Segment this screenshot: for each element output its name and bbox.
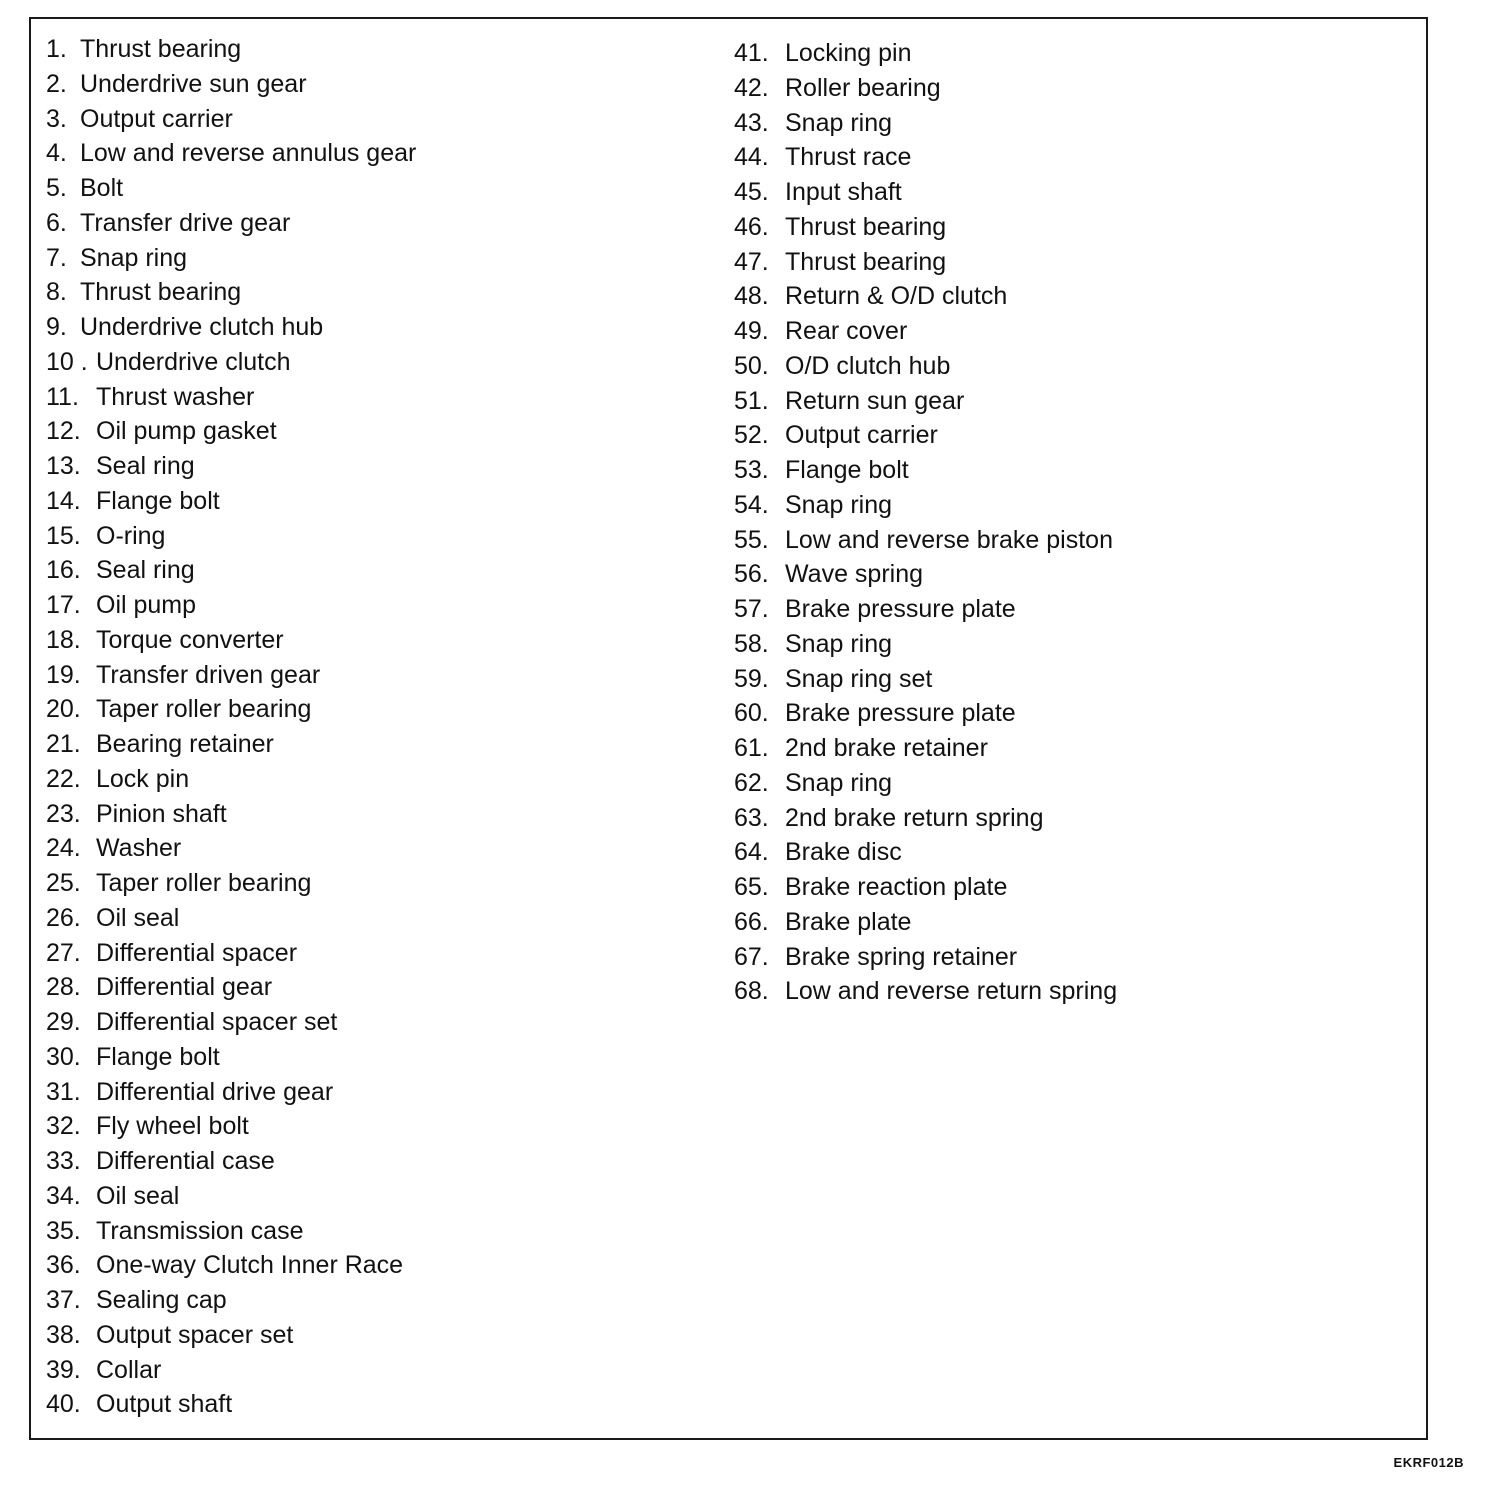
parts-list-item xyxy=(734,314,1117,349)
part-name: Taper roller bearing xyxy=(96,869,312,897)
part-number: 4. xyxy=(46,139,67,168)
part-name: Torque converter xyxy=(96,625,284,654)
parts-list-item xyxy=(46,727,416,762)
parts-list-item xyxy=(734,662,1117,697)
part-name: Seal ring xyxy=(96,556,195,585)
parts-list-item xyxy=(46,519,416,554)
parts-list-item xyxy=(46,171,416,206)
part-number: 6. xyxy=(46,208,67,237)
part-name: Oil pump gasket xyxy=(96,417,277,446)
part-number: 46. xyxy=(734,212,769,241)
parts-list-item xyxy=(734,696,1117,731)
part-number: 15. xyxy=(46,521,81,550)
part-number: 66. xyxy=(734,907,769,936)
part-number: 34. xyxy=(46,1181,81,1210)
parts-list-item xyxy=(46,831,416,866)
part-name: Thrust bearing xyxy=(80,35,242,63)
part-name: Thrust bearing xyxy=(785,247,947,276)
part-name: Low and reverse brake piston xyxy=(785,525,1113,554)
part-name: Wave spring xyxy=(785,560,924,589)
parts-list-item xyxy=(734,940,1117,975)
part-name: Transfer driven gear xyxy=(96,660,321,689)
part-number: 51. xyxy=(734,386,769,415)
part-number: 7. xyxy=(46,243,67,272)
part-number: 1. xyxy=(46,35,67,63)
part-number: 67. xyxy=(734,942,769,971)
part-name: Lock pin xyxy=(96,764,190,793)
part-number: 21. xyxy=(46,730,81,758)
part-number: 31. xyxy=(46,1077,81,1106)
parts-list-item xyxy=(46,1353,416,1388)
part-number: 61. xyxy=(734,734,769,762)
parts-list-item xyxy=(46,692,416,727)
part-name: Brake reaction plate xyxy=(785,873,1008,901)
part-number: 20. xyxy=(46,695,81,724)
part-number: 53. xyxy=(734,456,769,484)
parts-list-item xyxy=(46,901,416,936)
part-name: Oil seal xyxy=(96,1181,180,1210)
parts-list-item xyxy=(734,523,1117,558)
part-name: Output spacer set xyxy=(96,1320,294,1349)
part-name: Differential spacer xyxy=(96,938,298,967)
parts-list-item xyxy=(46,623,416,658)
parts-list-left-column xyxy=(46,32,416,1422)
part-name: Snap ring xyxy=(785,768,893,797)
parts-list-item xyxy=(734,106,1117,141)
part-number: 60. xyxy=(734,699,769,728)
parts-list-item xyxy=(46,588,416,623)
part-name: Output shaft xyxy=(96,1390,233,1419)
part-name: 2nd brake return spring xyxy=(785,803,1044,832)
part-number: 26. xyxy=(46,903,81,932)
part-number: 23. xyxy=(46,799,81,828)
part-name: Roller bearing xyxy=(785,73,941,102)
part-name: Seal ring xyxy=(96,452,195,480)
part-number: 9. xyxy=(46,313,67,341)
part-number: 2. xyxy=(46,69,67,98)
part-name: Snap ring set xyxy=(785,664,933,693)
part-number: 27. xyxy=(46,938,81,967)
part-name: Bearing retainer xyxy=(96,730,274,758)
part-name: Underdrive sun gear xyxy=(80,69,307,98)
part-number: 55. xyxy=(734,525,769,554)
parts-list-item xyxy=(46,136,416,171)
part-number: 13. xyxy=(46,452,81,480)
parts-list-item xyxy=(734,627,1117,662)
part-number: 42. xyxy=(734,73,769,102)
part-number: 25. xyxy=(46,869,81,897)
part-name: Transmission case xyxy=(96,1216,304,1245)
parts-list-item xyxy=(734,731,1117,766)
figure-code: EKRF012B xyxy=(1393,1455,1464,1470)
part-name: Brake pressure plate xyxy=(785,699,1016,728)
part-number: 18. xyxy=(46,625,81,654)
parts-list-item xyxy=(46,449,416,484)
part-number: 49. xyxy=(734,317,769,345)
parts-list-item xyxy=(46,1248,416,1283)
part-number: 63. xyxy=(734,803,769,832)
parts-list-item xyxy=(46,310,416,345)
parts-list-item xyxy=(734,592,1117,627)
part-name: Brake pressure plate xyxy=(785,595,1016,623)
part-number: 24. xyxy=(46,834,81,863)
part-number: 68. xyxy=(734,977,769,1006)
part-name: Thrust washer xyxy=(96,382,255,411)
parts-list-item xyxy=(46,1283,416,1318)
part-number: 43. xyxy=(734,108,769,137)
part-name: Flange bolt xyxy=(96,1042,220,1071)
parts-list-item xyxy=(46,1109,416,1144)
parts-list-item xyxy=(46,1318,416,1353)
part-name: Pinion shaft xyxy=(96,799,227,828)
part-number: 3. xyxy=(46,104,67,133)
part-number: 30. xyxy=(46,1042,81,1071)
parts-list-item xyxy=(46,762,416,797)
part-name: Sealing cap xyxy=(96,1286,227,1314)
part-number: 39. xyxy=(46,1355,81,1384)
parts-list-item xyxy=(734,384,1117,419)
part-name: Collar xyxy=(96,1355,162,1384)
parts-list-item xyxy=(734,279,1117,314)
parts-list-item xyxy=(734,905,1117,940)
parts-list-item xyxy=(46,345,416,380)
part-number: 56. xyxy=(734,560,769,589)
parts-list-item xyxy=(734,418,1117,453)
parts-list-item xyxy=(46,866,416,901)
part-number: 29. xyxy=(46,1008,81,1036)
part-name: Flange bolt xyxy=(96,486,220,515)
parts-list-item xyxy=(46,206,416,241)
parts-list-item xyxy=(734,974,1117,1009)
part-name: Brake disc xyxy=(785,838,902,867)
part-name: Transfer drive gear xyxy=(80,208,291,237)
parts-list-item xyxy=(734,835,1117,870)
parts-list-item xyxy=(734,870,1117,905)
parts-list-item xyxy=(46,1005,416,1040)
part-name: Fly wheel bolt xyxy=(96,1112,249,1141)
part-number: 28. xyxy=(46,973,81,1002)
parts-list-item xyxy=(46,936,416,971)
part-number: 48. xyxy=(734,282,769,311)
parts-list-item xyxy=(46,484,416,519)
part-name: Return & O/D clutch xyxy=(785,282,1008,311)
part-name: Underdrive clutch xyxy=(96,347,291,376)
parts-list-item xyxy=(46,1387,416,1422)
part-name: Differential drive gear xyxy=(96,1077,334,1106)
part-name: Return sun gear xyxy=(785,386,965,415)
parts-list-item xyxy=(46,1144,416,1179)
part-name: Differential case xyxy=(96,1147,275,1175)
parts-list-item xyxy=(734,71,1117,106)
part-number: 5. xyxy=(46,174,67,202)
part-number: 14. xyxy=(46,486,81,515)
part-number: 16. xyxy=(46,556,81,585)
part-name: Snap ring xyxy=(785,490,893,519)
parts-list-item xyxy=(46,1179,416,1214)
part-name: Input shaft xyxy=(785,178,902,206)
part-number: 10 . xyxy=(46,347,88,376)
part-number: 65. xyxy=(734,873,769,901)
part-number: 12. xyxy=(46,417,81,446)
parts-list-item xyxy=(734,245,1117,280)
part-name: 2nd brake retainer xyxy=(785,734,988,762)
part-name: Brake plate xyxy=(785,907,912,936)
parts-list-item xyxy=(46,1040,416,1075)
part-number: 62. xyxy=(734,768,769,797)
part-number: 19. xyxy=(46,660,81,689)
part-number: 57. xyxy=(734,595,769,623)
part-name: Thrust race xyxy=(785,143,912,172)
part-number: 22. xyxy=(46,764,81,793)
part-number: 54. xyxy=(734,490,769,519)
part-number: 40. xyxy=(46,1390,81,1419)
parts-list-item xyxy=(46,275,416,310)
part-name: O/D clutch hub xyxy=(785,351,951,380)
part-number: 45. xyxy=(734,178,769,206)
part-name: Output carrier xyxy=(80,104,233,133)
part-number: 11. xyxy=(46,382,79,411)
parts-list-item xyxy=(734,488,1117,523)
parts-list-item xyxy=(734,801,1117,836)
part-name: Oil pump xyxy=(96,591,197,619)
part-number: 50. xyxy=(734,351,769,380)
part-name: Flange bolt xyxy=(785,456,909,484)
part-name: Snap ring xyxy=(80,243,188,272)
parts-list-item xyxy=(46,414,416,449)
part-number: 37. xyxy=(46,1286,81,1314)
part-number: 36. xyxy=(46,1251,81,1280)
parts-list-item xyxy=(46,32,416,67)
part-number: 8. xyxy=(46,278,67,307)
part-number: 32. xyxy=(46,1112,81,1141)
part-name: Bolt xyxy=(80,174,124,202)
part-name: Taper roller bearing xyxy=(96,695,312,724)
part-number: 44. xyxy=(734,143,769,172)
part-number: 52. xyxy=(734,421,769,450)
part-name: Output carrier xyxy=(785,421,938,450)
part-number: 64. xyxy=(734,838,769,867)
part-name: Brake spring retainer xyxy=(785,942,1018,971)
part-name: Low and reverse return spring xyxy=(785,977,1118,1006)
parts-list-item xyxy=(46,797,416,832)
part-name: O-ring xyxy=(96,521,166,550)
parts-list-item xyxy=(46,658,416,693)
part-name: Snap ring xyxy=(785,629,893,658)
part-number: 17. xyxy=(46,591,81,619)
part-name: Oil seal xyxy=(96,903,180,932)
part-number: 35. xyxy=(46,1216,81,1245)
part-name: Differential spacer set xyxy=(96,1008,338,1036)
part-number: 41. xyxy=(734,39,769,67)
parts-list-item xyxy=(46,553,416,588)
part-number: 59. xyxy=(734,664,769,693)
part-name: Washer xyxy=(96,834,182,863)
parts-list-item xyxy=(734,453,1117,488)
parts-list-item xyxy=(46,970,416,1005)
part-name: Rear cover xyxy=(785,317,908,345)
part-name: Locking pin xyxy=(785,39,912,67)
part-name: Differential gear xyxy=(96,973,273,1002)
part-number: 58. xyxy=(734,629,769,658)
parts-list-item xyxy=(734,349,1117,384)
part-name: Thrust bearing xyxy=(80,278,242,307)
parts-list-item xyxy=(734,140,1117,175)
parts-list-item xyxy=(46,380,416,415)
part-number: 38. xyxy=(46,1320,81,1349)
parts-list-item xyxy=(46,67,416,102)
parts-list-item xyxy=(734,175,1117,210)
part-name: Thrust bearing xyxy=(785,212,947,241)
parts-list-item xyxy=(734,766,1117,801)
parts-list-item xyxy=(734,36,1117,71)
parts-list-item xyxy=(734,210,1117,245)
part-name: Low and reverse annulus gear xyxy=(80,139,417,168)
part-name: Underdrive clutch hub xyxy=(80,313,324,341)
part-name: Snap ring xyxy=(785,108,893,137)
parts-list-item xyxy=(734,557,1117,592)
parts-list-item xyxy=(46,1075,416,1110)
parts-list-item xyxy=(46,1214,416,1249)
part-name: One-way Clutch Inner Race xyxy=(96,1251,404,1280)
part-number: 47. xyxy=(734,247,769,276)
part-number: 33. xyxy=(46,1147,81,1175)
parts-list-right-column xyxy=(734,36,1117,1009)
parts-list-item xyxy=(46,241,416,276)
parts-list-item xyxy=(46,102,416,137)
